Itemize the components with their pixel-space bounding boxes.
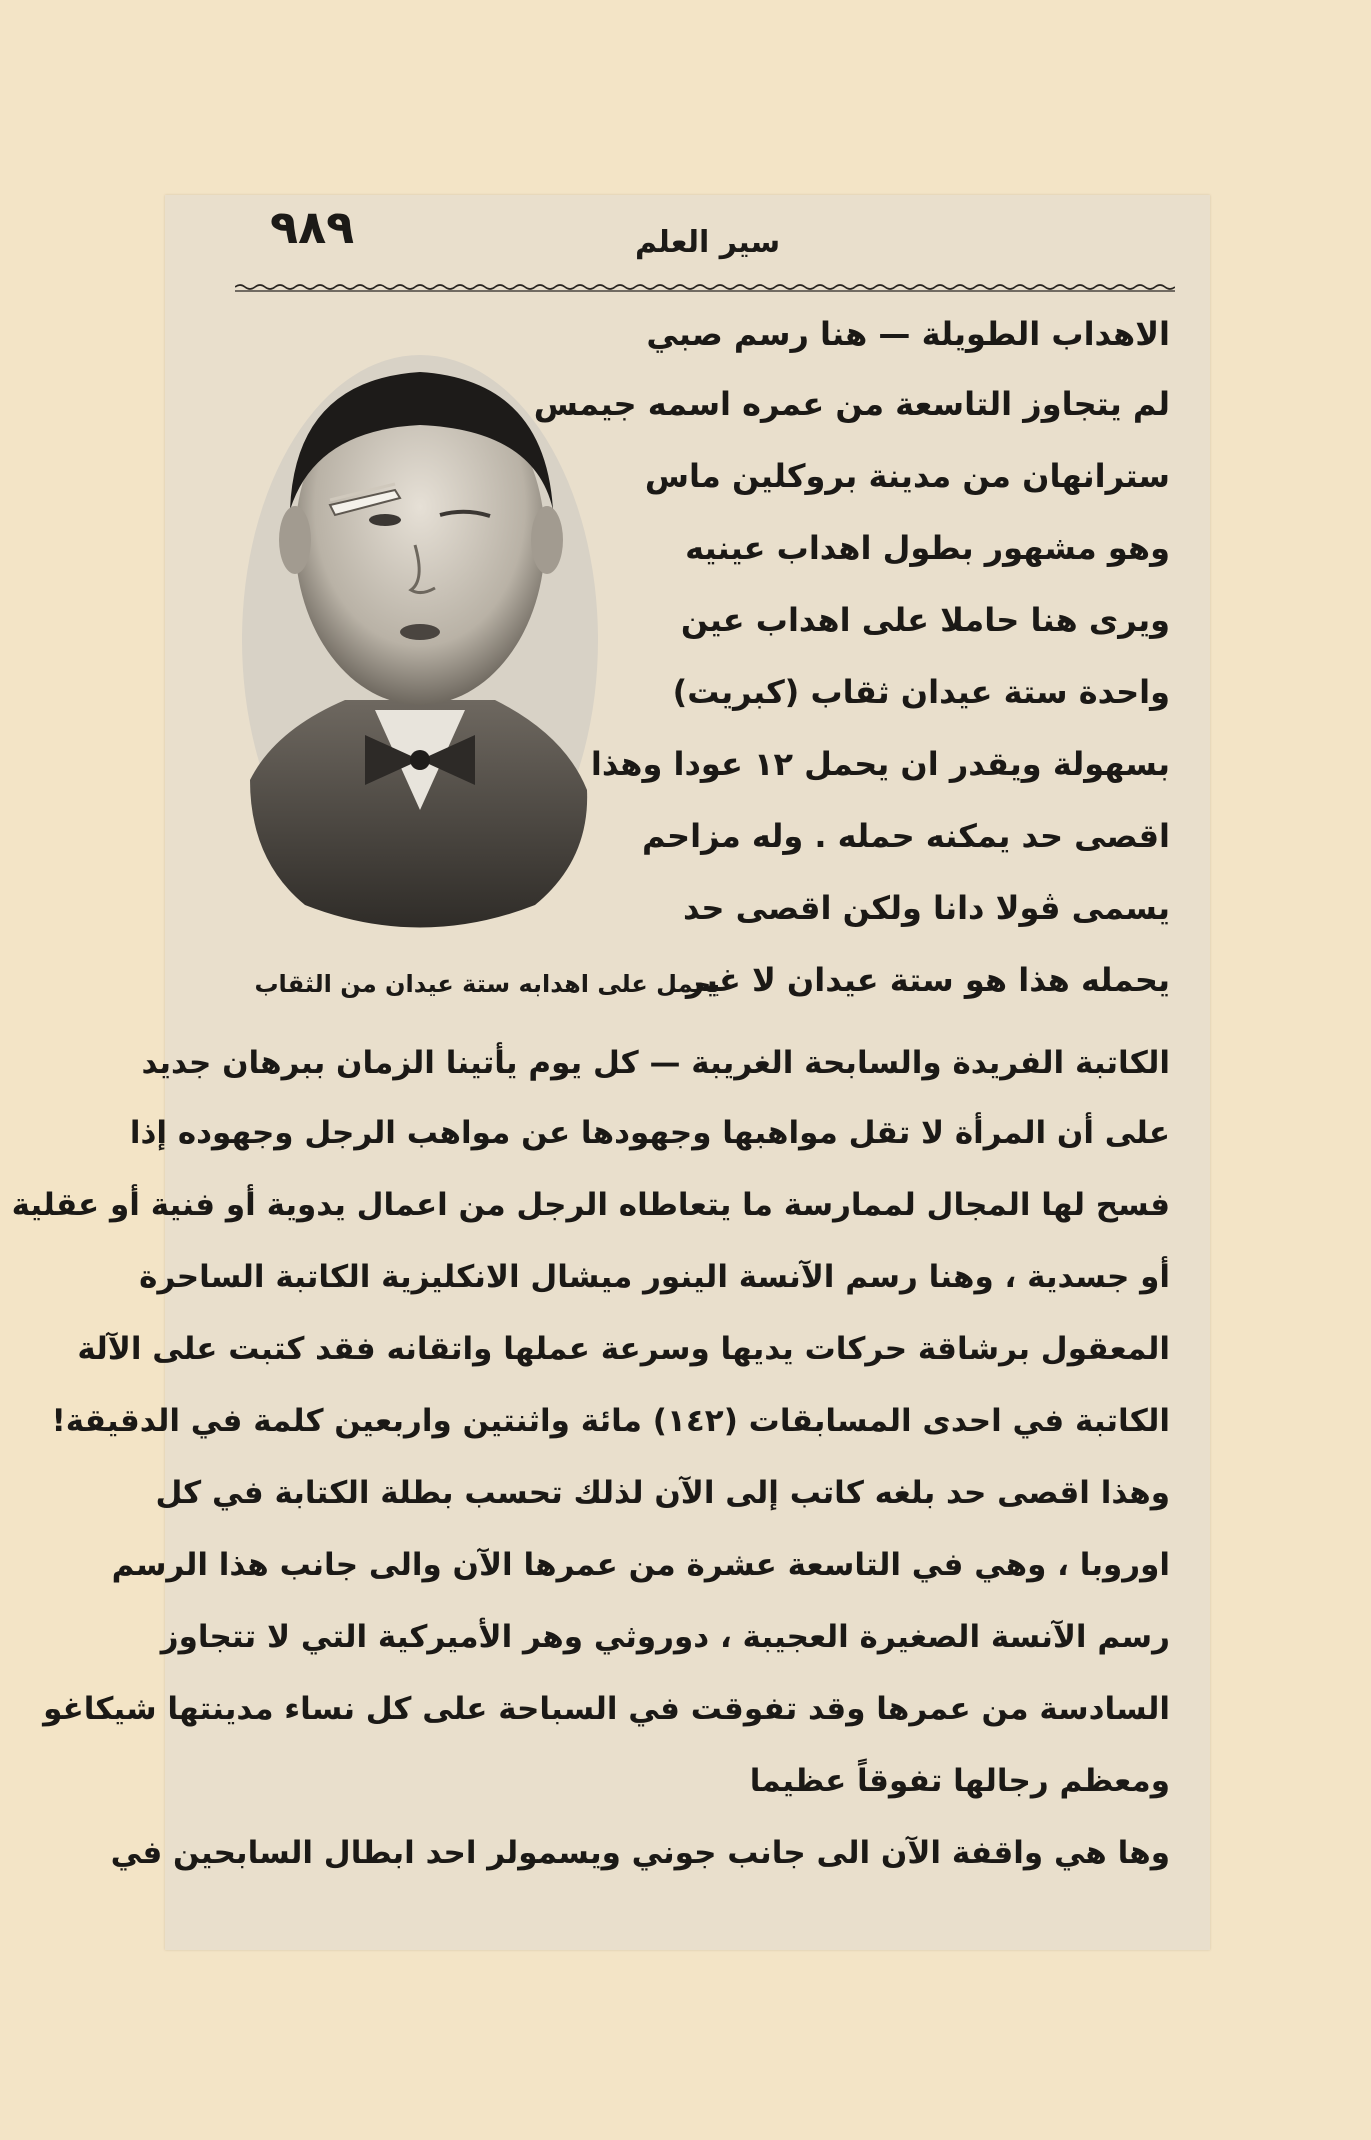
article2-line: الكاتبة في احدى المسابقات (١٤٢) مائة واثنتين واربعين كلمة في الدقيقة! (51, 1403, 1170, 1439)
running-title: سير العلم (635, 225, 781, 260)
article2-line: ومعظم رجالها تفوقاً عظيما (749, 1763, 1170, 1799)
article1-line: سترانهان من مدينة بروكلين ماس (644, 457, 1170, 495)
page-number: ٩٨٩ (270, 200, 355, 254)
article1-heading: الاهداب الطويلة — هنا رسم صبي (646, 315, 1170, 353)
article1-line: وهو مشهور بطول اهداب عينيه (685, 529, 1170, 567)
article1-line: ويرى هنا حاملا على اهداب عين (680, 601, 1170, 639)
photo-caption: يحمل على اهدابه ستة عيدان من الثقاب (254, 970, 720, 998)
article1-line: واحدة ستة عيدان ثقاب (كبريت) (672, 673, 1170, 711)
article1-line: يسمى ڤولا دانا ولكن اقصى حد (682, 889, 1170, 927)
scanned-page (11, 195, 1210, 1950)
article1-line: لم يتجاوز التاسعة من عمره اسمه جيمس (533, 385, 1170, 423)
article2-line: على أن المرأة لا تقل مواهبها وجهودها عن مواهب الرجل وجهوده إذا (129, 1115, 1170, 1151)
article2-line: وها هي واقفة الآن الى جانب جوني ويسمولر احد ابطال السابحين في (110, 1835, 1170, 1871)
article2-line: وهذا اقصى حد بلغه كاتب إلى الآن لذلك تحسب بطلة الكتابة في كل (155, 1475, 1170, 1511)
article1-line: اقصى حد يمكنه حمله . وله مزاحم (641, 817, 1170, 855)
article2-line: فسح لها المجال لممارسة ما يتعاطاه الرجل من اعمال يدوية أو فنية أو عقلية (11, 1187, 1170, 1223)
article2-line: أو جسدية ، وهنا رسم الآنسة الينور ميشال الانكليزية الكاتبة الساحرة (139, 1259, 1170, 1295)
article1-line: يحمله هذا هو ستة عيدان لا غير (685, 961, 1170, 999)
article2-heading: الكاتبة الفريدة والسابحة الغريبة — كل يوم يأتينا الزمان ببرهان جديد (141, 1045, 1170, 1081)
boy-photo (235, 340, 605, 930)
article2-line: السادسة من عمرها وقد تفوقت في السباحة على كل نساء مدينتها شيكاغو (43, 1691, 1170, 1727)
header-rule (235, 283, 1175, 293)
article2-line: المعقول برشاقة حركات يديها وسرعة عملها واتقانه فقد كتبت على الآلة (77, 1331, 1170, 1367)
article1-line: بسهولة ويقدر ان يحمل ١٢ عودا وهذا (590, 745, 1170, 783)
article2-line: اوروبا ، وهي في التاسعة عشرة من عمرها الآن والى جانب هذا الرسم (111, 1547, 1170, 1583)
article2-line: رسم الآنسة الصغيرة العجيبة ، دوروثي وهر الأميركية التي لا تتجاوز (160, 1619, 1170, 1655)
